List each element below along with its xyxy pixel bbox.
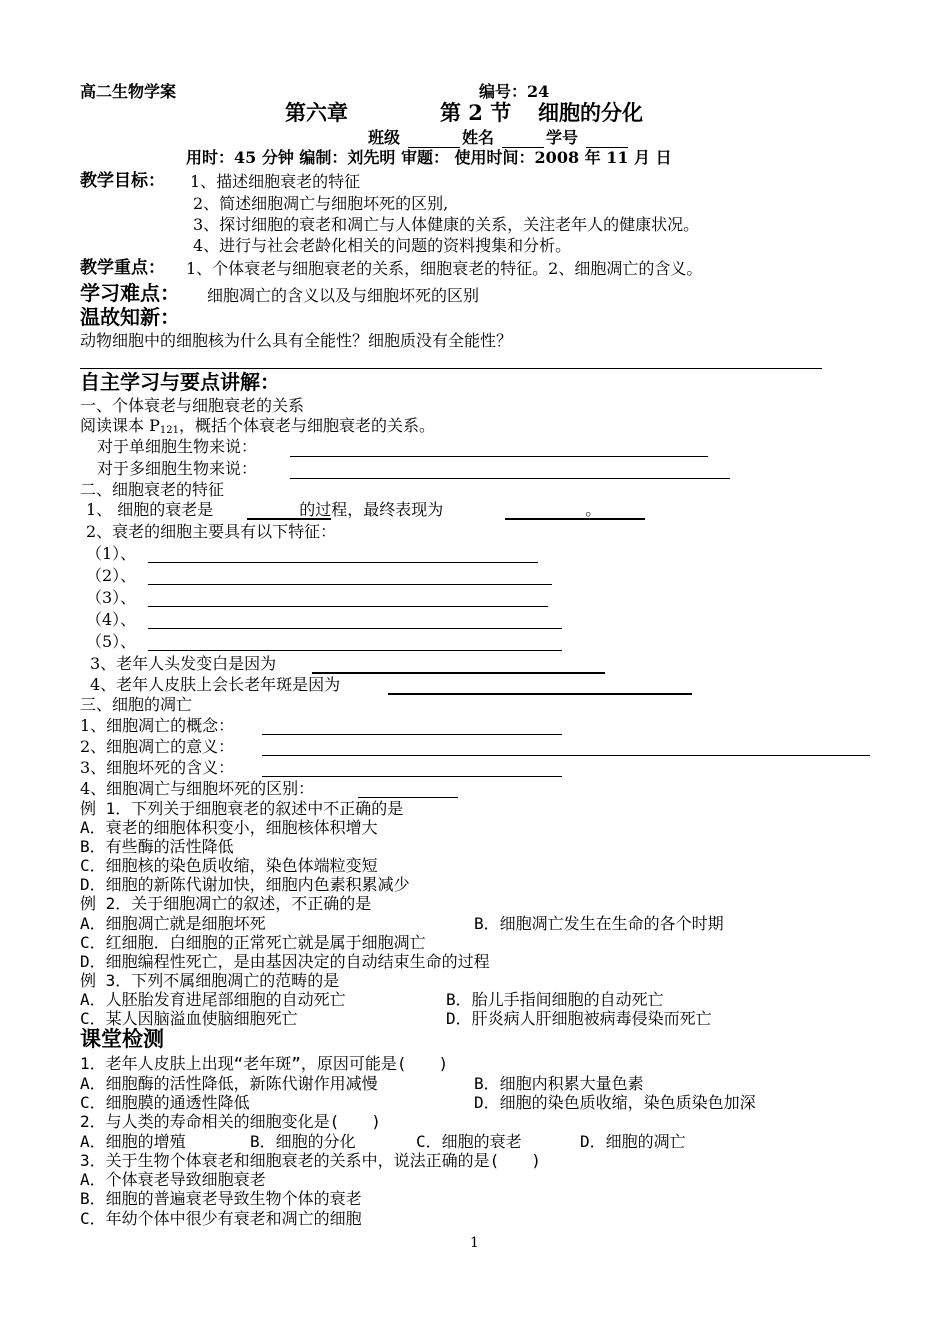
answer-blank (262, 734, 562, 735)
answer-blank (262, 755, 870, 756)
answer-blank (148, 562, 538, 563)
quiz-option: A．细胞的增殖 (80, 1132, 186, 1151)
objective-item: 1、描述细胞衰老的特征 (190, 172, 361, 191)
quiz-label: 课堂检测 (80, 1026, 164, 1051)
answer-blank (148, 606, 548, 607)
example-option: C．某人因脑溢血使脑细胞死亡 (80, 1009, 298, 1028)
class-label: 班级 (368, 128, 401, 147)
example-stem: 例 1．下列关于细胞衰老的叙述中不正确的是 (80, 799, 404, 818)
chapter-title: 第六章 (285, 100, 348, 125)
quiz-option: C．细胞膜的通透性降低 (80, 1093, 250, 1112)
answer-blank (148, 628, 562, 629)
self-study-label: 自主学习与要点讲解： (80, 370, 280, 394)
part3-question-2: 2、细胞凋亡的意义： (80, 737, 235, 756)
quiz-option: D．细胞的染色质收缩，染色质染色加深 (474, 1093, 756, 1112)
quiz-option: D．细胞的凋亡 (580, 1132, 686, 1151)
difficulties-label: 学习难点： (80, 281, 180, 305)
part1-multi-cell: 对于多细胞生物来说： (97, 459, 258, 478)
quiz-stem: 1．老年人皮肤上出现“老年斑”，原因可能是( ) (80, 1054, 449, 1073)
example-option: D．细胞编程性死亡，是由基因决定的自动结束生命的过程 (80, 952, 490, 971)
answer-blank (312, 672, 605, 674)
quiz-stem: 2．与人类的寿命相关的细胞变化是( ) (80, 1112, 381, 1131)
part2-question-4: 4、老年人皮肤上会长老年斑是因为 (90, 675, 341, 694)
part2-question-3: 3、老年人头发变白是因为 (90, 654, 277, 673)
feature-item: （3）、 (86, 588, 137, 607)
key-points-text: 1、个体衰老与细胞衰老的关系，细胞衰老的特征。2、细胞凋亡的含义。 (186, 259, 703, 278)
example-option: D．肝炎病人肝细胞被病毒侵染而死亡 (446, 1009, 712, 1028)
part3-question-3: 3、细胞坏死的含义： (80, 758, 235, 777)
difficulties-text: 细胞凋亡的含义以及与细胞坏死的区别 (207, 286, 480, 305)
example-option: C．红细胞．白细胞的正常死亡就是属于细胞凋亡 (80, 933, 426, 952)
objective-item: 4、进行与社会老龄化相关的问题的资料搜集和分析。 (193, 236, 572, 255)
part2-question-1: 1、 细胞的衰老是 的过程，最终表现为 。 (86, 500, 602, 519)
course-title: 高二生物学案 (80, 82, 177, 101)
example-option: C．细胞核的染色质收缩，染色体端粒变短 (80, 856, 378, 875)
topic-title: 细胞的分化 (538, 100, 643, 125)
example-option: A．衰老的细胞体积变小，细胞核体积增大 (80, 818, 378, 837)
review-label: 温故知新： (80, 305, 180, 329)
objective-item: 3、探讨细胞的衰老和凋亡与人体健康的关系，关注老年人的健康状况。 (193, 215, 700, 234)
example-option: B．有些酶的活性降低 (80, 837, 234, 856)
review-answer-line (80, 368, 822, 369)
answer-blank (148, 650, 562, 651)
part1-title: 一、个体衰老与细胞衰老的关系 (80, 396, 305, 415)
objective-item: 2、简述细胞凋亡与细胞坏死的区别, (193, 194, 449, 213)
meta-line: 用时：45 分钟 编制：刘先明 审题： 使用时间：2008 年 11 月 日 (186, 148, 672, 167)
quiz-option: C．年幼个体中很少有衰老和凋亡的细胞 (80, 1209, 362, 1228)
example-option: B．胎儿手指间细胞的自动死亡 (446, 990, 664, 1009)
example-option: B．细胞凋亡发生在生命的各个时期 (474, 914, 724, 933)
part3-question-4: 4、细胞凋亡与细胞坏死的区别： (80, 779, 315, 798)
part2-title: 二、细胞衰老的特征 (80, 480, 225, 499)
feature-item: （2）、 (86, 566, 137, 585)
quiz-option: B．细胞的普遍衰老导致生物个体的衰老 (80, 1189, 362, 1208)
part1-reading: 阅读课本 $P_{121}$，概括个体衰老与细胞衰老的关系。 (80, 416, 435, 436)
example-stem: 例 3．下列不属细胞凋亡的范畴的是 (80, 971, 340, 990)
part2-question-2: 2、衰老的细胞主要具有以下特征： (86, 522, 337, 541)
example-option: D．细胞的新陈代谢加快，细胞内色素积累减少 (80, 875, 410, 894)
example-option: A．人胚胎发育进尾部细胞的自动死亡 (80, 990, 346, 1009)
quiz-option: B．细胞的分化 (250, 1132, 356, 1151)
answer-blank (290, 478, 730, 479)
feature-item: （1）、 (86, 544, 137, 563)
quiz-option: A．个体衰老导致细胞衰老 (80, 1170, 266, 1189)
answer-blank (148, 584, 552, 585)
page-number: 1 (470, 1235, 479, 1251)
feature-item: （4）、 (86, 610, 137, 629)
part3-title: 三、细胞的凋亡 (80, 695, 193, 714)
part1-single-cell: 对于单细胞生物来说： (97, 437, 258, 456)
example-stem: 例 2．关于细胞凋亡的叙述，不正确的是 (80, 894, 372, 913)
name-label: 姓名 (462, 128, 495, 147)
quiz-option: B．细胞内积累大量色素 (474, 1074, 644, 1093)
quiz-option: C．细胞的衰老 (416, 1132, 522, 1151)
document-number: 编号：24 (479, 82, 550, 101)
quiz-option: A．细胞酶的活性降低，新陈代谢作用减慢 (80, 1074, 378, 1093)
quiz-stem: 3．关于生物个体衰老和细胞衰老的关系中，说法正确的是( ) (80, 1151, 541, 1170)
answer-blank (388, 693, 692, 695)
key-points-label: 教学重点： (80, 258, 165, 278)
part3-question-1: 1、细胞凋亡的概念： (80, 716, 235, 735)
feature-item: （5）、 (86, 632, 137, 651)
answer-blank (247, 518, 331, 520)
answer-blank (358, 797, 458, 798)
section-title: 第 2 节 (440, 100, 512, 125)
example-option: A．细胞凋亡就是细胞坏死 (80, 914, 266, 933)
answer-blank (262, 776, 562, 777)
answer-blank (505, 518, 645, 520)
answer-blank (290, 456, 708, 457)
id-label: 学号 (546, 128, 579, 147)
review-question: 动物细胞中的细胞核为什么具有全能性？细胞质没有全能性？ (80, 331, 513, 350)
objectives-label: 教学目标： (80, 171, 165, 191)
